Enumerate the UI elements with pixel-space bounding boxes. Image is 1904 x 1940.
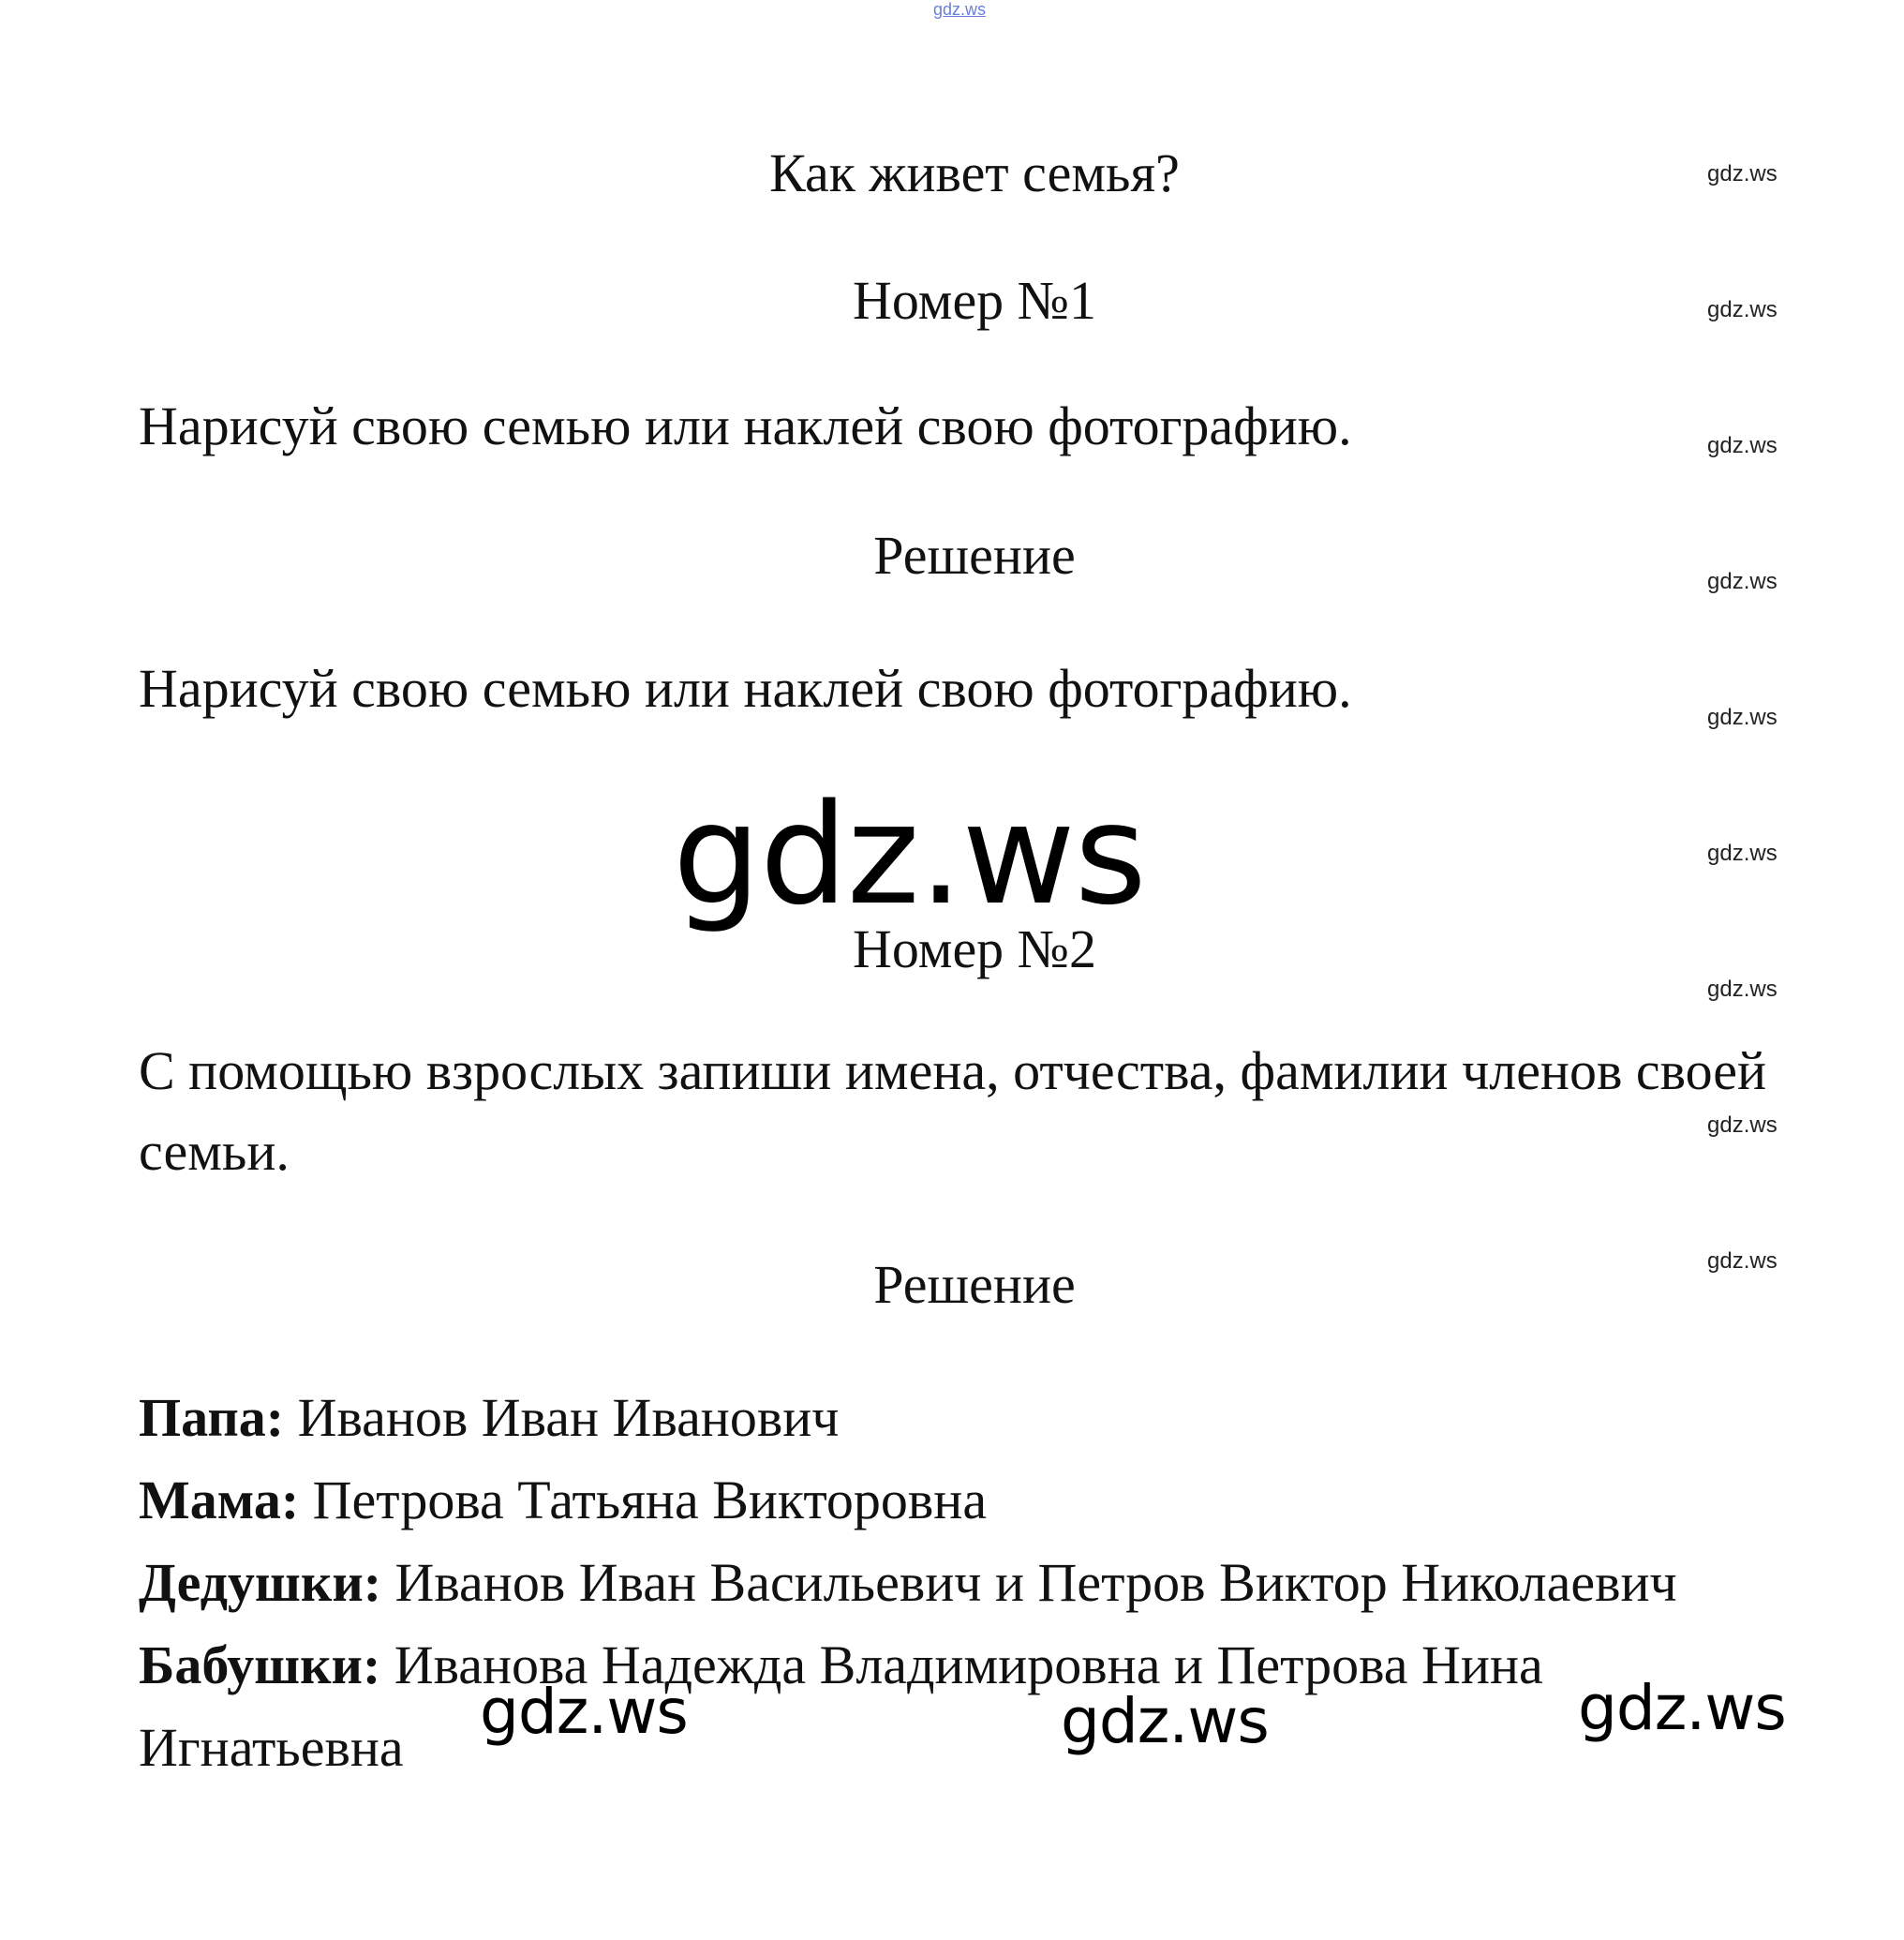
family-row-continuation: Игнатьевна (139, 1717, 404, 1778)
family-label: Мама: (139, 1470, 300, 1530)
family-row-grandfathers (139, 1552, 1677, 1613)
task2-heading: Номер №2 (852, 918, 1097, 979)
header-link[interactable]: gdz.ws (933, 0, 987, 19)
family-value: Иванов Иван Васильевич и Петров Виктор Николаевич (381, 1552, 1677, 1613)
task1-heading: Номер №1 (852, 270, 1097, 331)
watermark-side: gdz.ws (1707, 841, 1778, 866)
family-row-father (139, 1387, 840, 1448)
watermark-bottom-center: gdz.ws (1061, 1685, 1269, 1757)
watermark-bottom-right: gdz.ws (1578, 1672, 1786, 1744)
watermark-large: gdz.ws (673, 774, 1146, 935)
family-label: Бабушки: (139, 1634, 381, 1695)
watermark-side: gdz.ws (1707, 977, 1778, 1002)
watermark-bottom-left: gdz.ws (480, 1676, 688, 1748)
task1-solution-heading: Решение (873, 525, 1076, 586)
family-value: Иванов Иван Иванович (284, 1387, 840, 1448)
watermark-side: gdz.ws (1707, 1112, 1778, 1138)
watermark-side: gdz.ws (1707, 705, 1778, 730)
watermark-side: gdz.ws (1707, 1248, 1778, 1274)
family-row-mother (139, 1470, 988, 1530)
family-value: Иванова Надежда Владимировна и Петрова Нина (380, 1634, 1543, 1695)
task2-text: С помощью взрослых запиши имена, отчества, фамилии членов своей семьи. (139, 1040, 1767, 1182)
watermark-side: gdz.ws (1707, 297, 1778, 322)
family-row-grandmothers (139, 1634, 1543, 1695)
task1-text: Нарисуй свою семью или наклей свою фотографию. (139, 395, 1352, 456)
family-value: Петрова Татьяна Викторовна (299, 1470, 988, 1530)
watermark-side: gdz.ws (1707, 433, 1778, 458)
watermark-side: gdz.ws (1707, 569, 1778, 594)
task2-solution-heading: Решение (873, 1254, 1076, 1315)
page-title: Как живет семья? (769, 142, 1180, 203)
watermark-side: gdz.ws (1707, 161, 1778, 187)
family-label: Дедушки: (139, 1552, 382, 1613)
task1-solution-text: Нарисуй свою семью или наклей свою фотографию. (139, 658, 1352, 719)
family-label: Папа: (139, 1387, 285, 1448)
